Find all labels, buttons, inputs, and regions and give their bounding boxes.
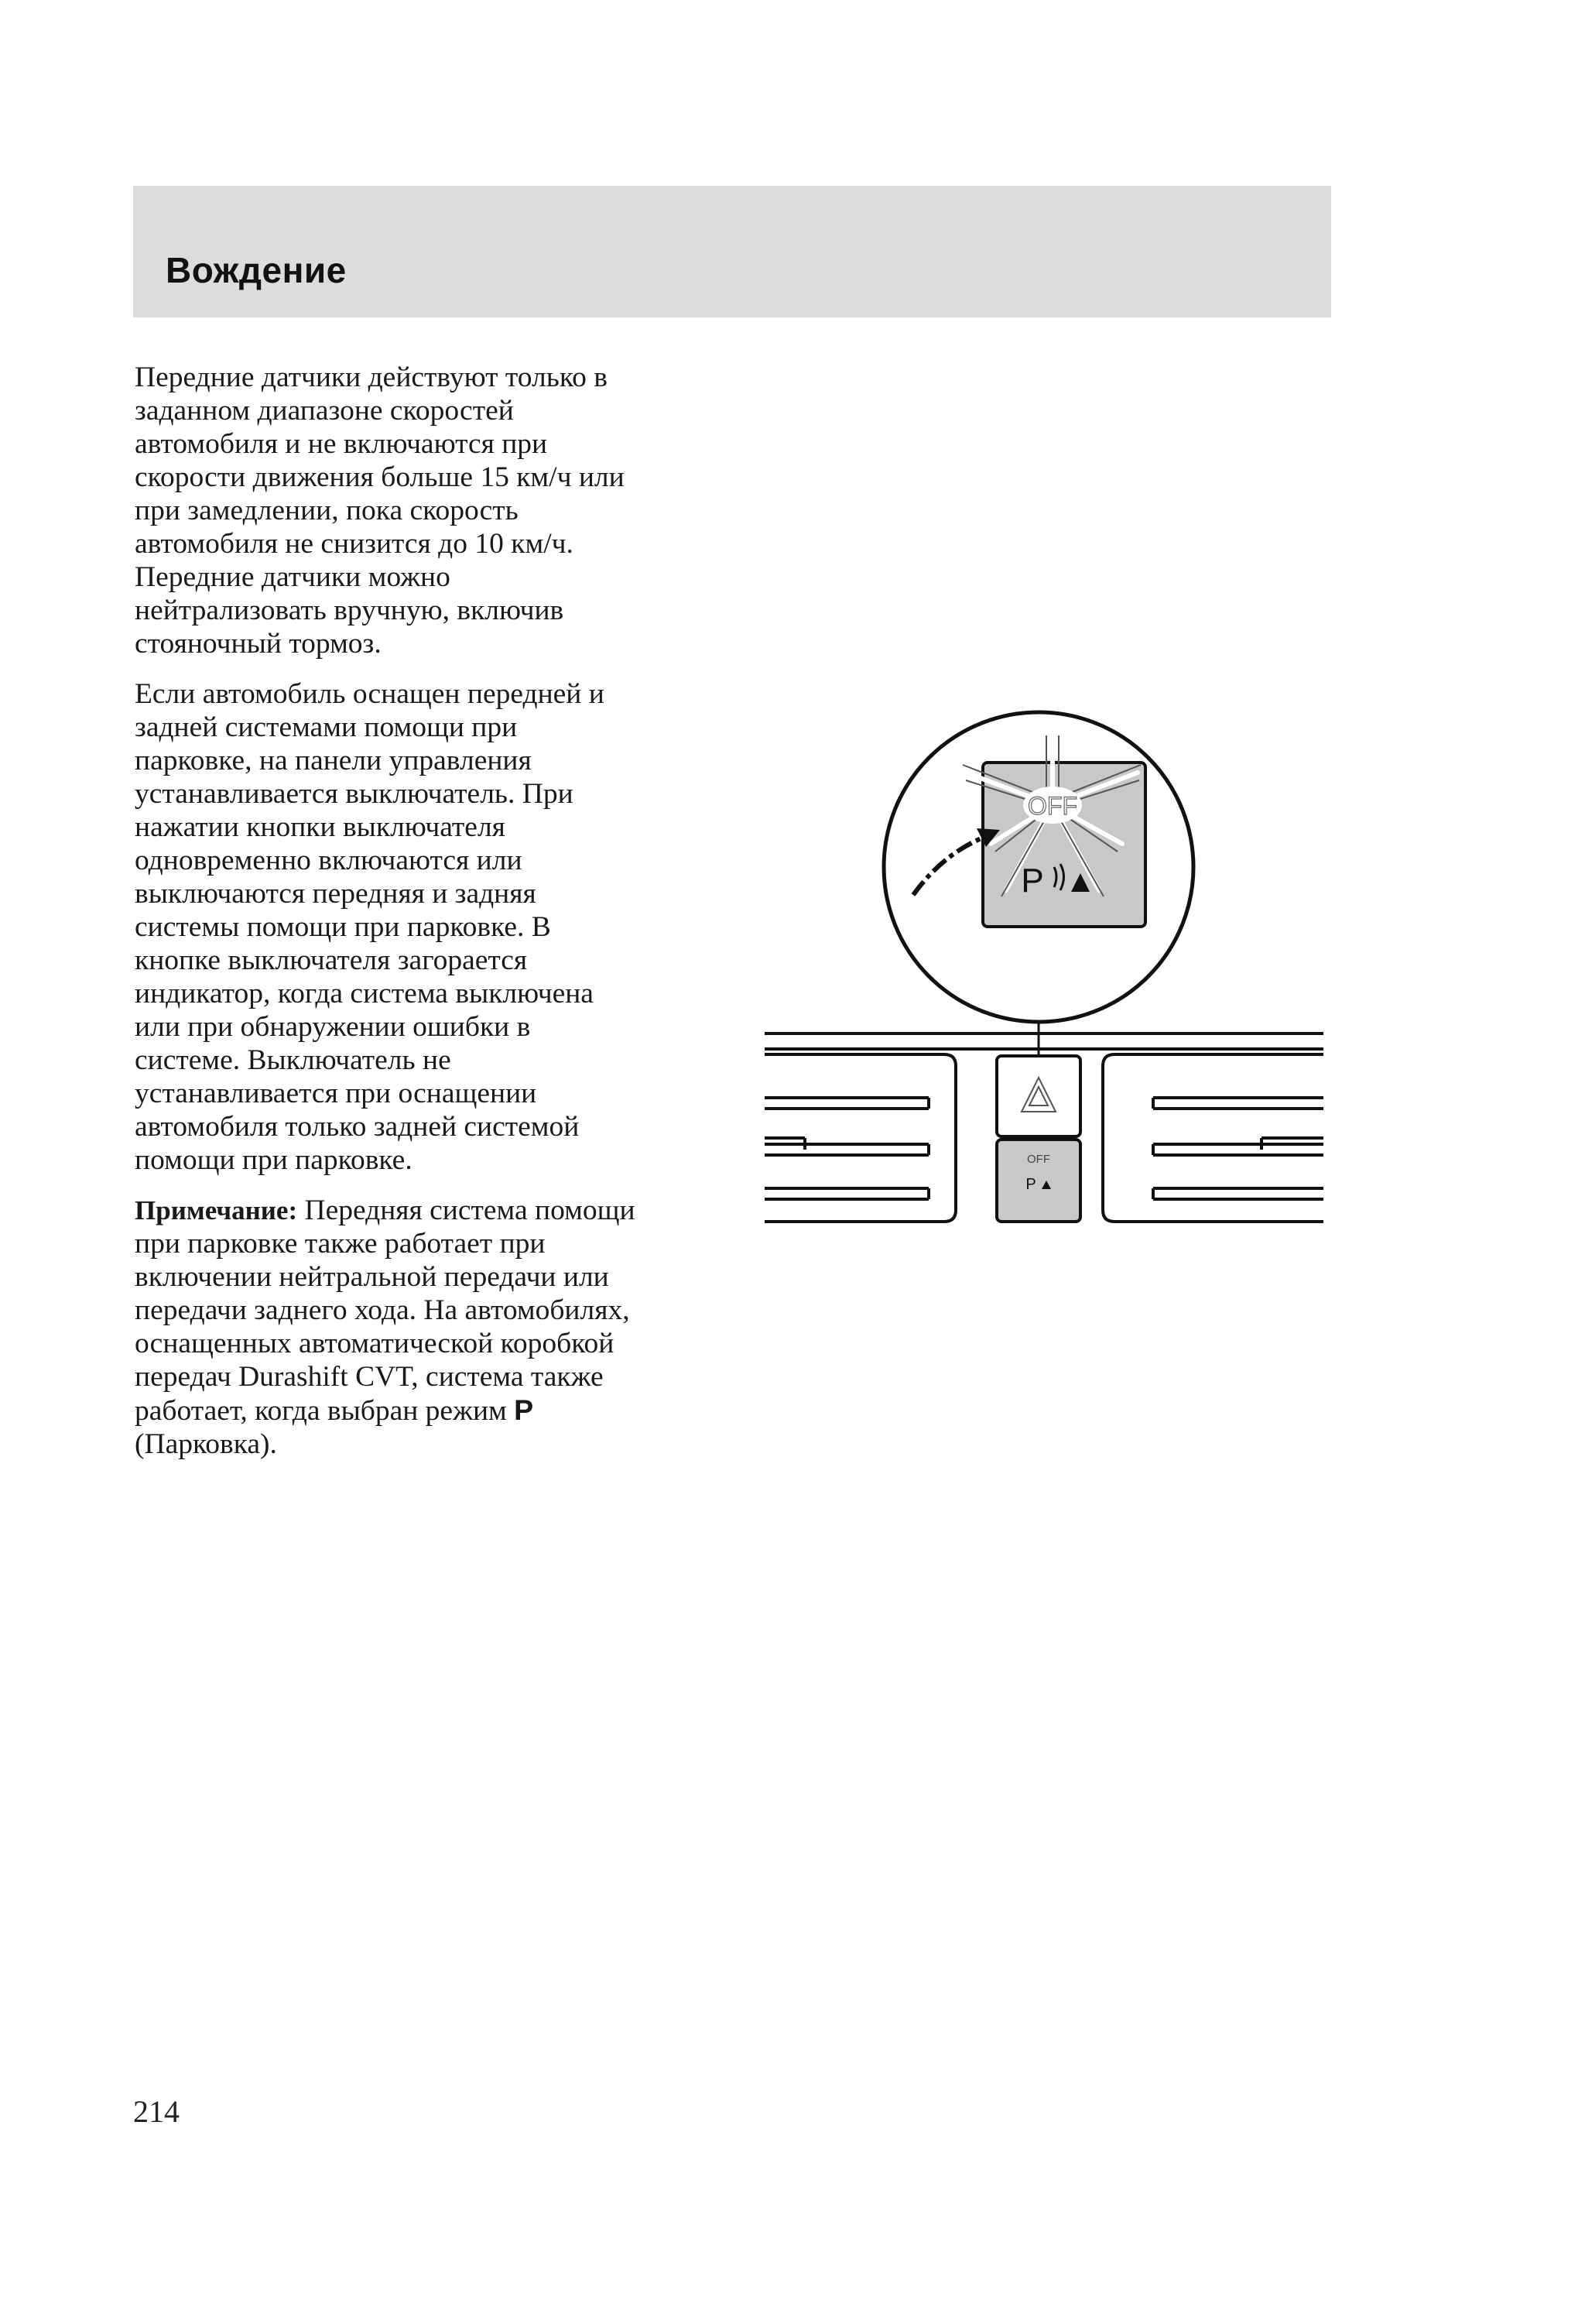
illustration-svg bbox=[758, 681, 1331, 1239]
paragraph-switch: Если автомобиль оснащен передней и задней системами помощи при парковке, на панели управления устанавливается выключатель. При нажатии кнопки выключателя одновременно включаются или выключаются передняя и задняя системы помощи при парковке. В кнопке выключателя загорается индикатор, когда система выключена или при обнаружении ошибки в системе. Выключатель не устанавливается при оснащении автомобиля только задней системой помощи при парковке. bbox=[135, 678, 604, 1176]
parking-symbol-small: P bbox=[1025, 1176, 1036, 1193]
parking-aid-switch-illustration bbox=[758, 681, 1331, 1239]
text-column bbox=[135, 361, 723, 1478]
note-mode: P bbox=[514, 1393, 534, 1426]
parking-symbol-large: P bbox=[1021, 862, 1044, 900]
hazard-button[interactable] bbox=[997, 1056, 1080, 1136]
page-title: Вождение bbox=[166, 250, 347, 290]
off-label-large: OFF bbox=[1028, 792, 1077, 820]
note-end: (Парковка). bbox=[135, 1428, 277, 1460]
switch-button-small[interactable] bbox=[997, 1140, 1080, 1222]
paragraph-front-sensors: Передние датчики действуют только в заданном диапазоне скоростей автомобиля и не включаются при скорости движения больше 15 км/ч или при замедлении, пока скорость автомобиля не снизится до 10 км/ч. Передние датчики можно нейтрализовать вручную, включив стояночный тормоз. bbox=[135, 362, 625, 660]
paragraph-note bbox=[135, 1194, 723, 1461]
note-text: Передняя система помощи при парковке также работает при включении нейтральной передачи или передачи заднего хода. На автомобилях, оснащенных автоматической коробкой передач Durashift CVT, система также работает, когда выбран режим bbox=[135, 1195, 635, 1427]
header-band bbox=[133, 186, 1331, 317]
off-label-small: OFF bbox=[1027, 1153, 1050, 1166]
page-number: 214 bbox=[133, 2094, 180, 2129]
note-label: Примечание: bbox=[135, 1195, 298, 1225]
